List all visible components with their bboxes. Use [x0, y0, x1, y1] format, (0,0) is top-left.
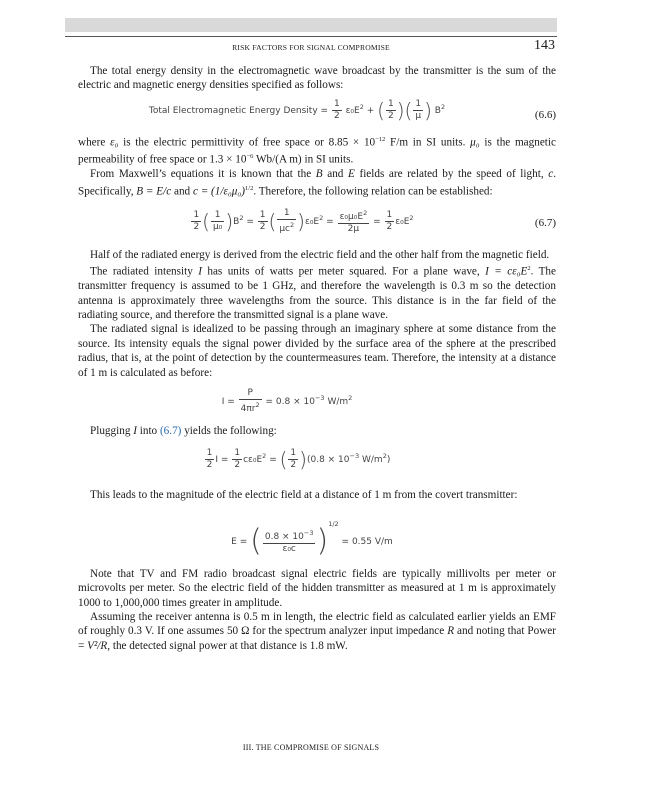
page-number: 143: [534, 38, 555, 53]
equation-plugging: $\frac{1}{2}$ I = $\frac{1}{2}$ $c\varepsilon_0E^2$ = ( $\frac{1}{2}$ )($0.8 \times 10^{-3}$ $W/m^2$): [206, 447, 391, 472]
equation-number: (6.6): [534, 108, 556, 121]
top-gray-bar: [65, 18, 557, 32]
equation-6-7: $\frac{1}{2}$ ( $\frac{1}{\text{μ₀}}$ )$B^2$ = $\frac{1}{2}$ ( $\frac{1}{\mu c^2}$ )$\varepsilon_0E^2$ = $\frac{\varepsilon_0\mu_0E^2}{2\mu}$ = $\frac{1}{2}$ $\varepsilon_0E^2$ (6.7): [193, 207, 556, 234]
paragraph: From Maxwell’s equations it is known that the B and E fields are related by the speed of light, c. Specifically, B = E/c and $c = (1/\varepsilon_0\mu_0)^{1/2}$. Therefore, the following relation can be established:: [78, 168, 556, 198]
paragraph: The radiated intensity I has units of watts per meter squared. For a plane wave, $I = c\varepsilon_0E^2$. The transmitter frequency is assumed to be 1 GHz, and therefore the wavelength is 0.3 m so the detection antenna is approximately three wavelengths from the source. This distance is in the far field of the radiating source, and therefore the transmitted signal is a plane wave.: [78, 265, 556, 321]
paragraph: Assuming the receiver antenna is 0.5 m in length, the electric field as calculated earlier yields an EMF of roughly 0.3 V. If one assumes 50 Ω for the spectrum analyzer input impedance R and noting that Power = V²/R, the detected signal power at that distance is 1.8 mW.: [78, 611, 556, 652]
equation-6-7-link[interactable]: (6.7): [159, 425, 182, 438]
paragraph: where ε₀ is the electric permittivity of free space or $8.85 \times 10^{-12}$ F/m in SI units. μ₀ is the magnetic permeability of free space or $1.3 \times 10^{-6}$ Wb/(A m) in SI units.: [78, 135, 556, 166]
header-rule: [65, 36, 557, 37]
paragraph: Note that TV and FM radio broadcast signal electric fields are typically millivolts per meter or microvolts per meter. So the electric field of the hidden transmitter as measured at 1 m is approximately 1000 to 1,000,000 times greater in amplitude.: [78, 567, 556, 609]
footer: III. THE COMPROMISE OF SIGNALS: [242, 743, 380, 752]
equation-6-6: Total Electromagnetic Energy Density = $\frac{1}{2}$ $\varepsilon_0E^2$ + ( $\frac{1}{2}$ )( $\frac{1}{\mu}$ ) $B^2$ (6.6): [148, 98, 556, 123]
running-title: RISK FACTORS FOR SIGNAL COMPROMISE: [232, 43, 390, 52]
running-head: [65, 38, 557, 58]
paragraph: Plugging I into (6.7) yields the following:: [90, 425, 277, 438]
page-body: [78, 64, 556, 653]
equation-number: (6.7): [534, 216, 556, 229]
paragraph: The radiated signal is idealized to be passing through an imaginary sphere at some distance from the source. Its intensity equals the signal power divided by the surface area of the sphere at the prescribed radius, that is, at the point of detection by the countermeasures team. Therefore, the intensity at a distance of 1 m is calculated as before:: [78, 323, 556, 379]
paragraph: Half of the radiated energy is derived from the electric field and the other half from the magnetic field.: [90, 248, 550, 261]
paragraph: The total energy density in the electromagnetic wave broadcast by the transmitter is the sum of the electric and magnetic energy densities specified as follows:: [78, 65, 556, 92]
equation-intensity: I = $\frac{P}{4\pi r^2}$ = $0.8 \times 10^{-3}$ $W/m^2$: [221, 388, 353, 415]
paragraph: This leads to the magnitude of the electric field at a distance of 1 m from the covert transmitter:: [90, 489, 518, 502]
equation-e-field: E = ( $\frac{0.8 \times 10^{-3}}{\text{ε₀c}}$ )$^{1/2}$ = 0.55 V/m: [231, 519, 393, 559]
